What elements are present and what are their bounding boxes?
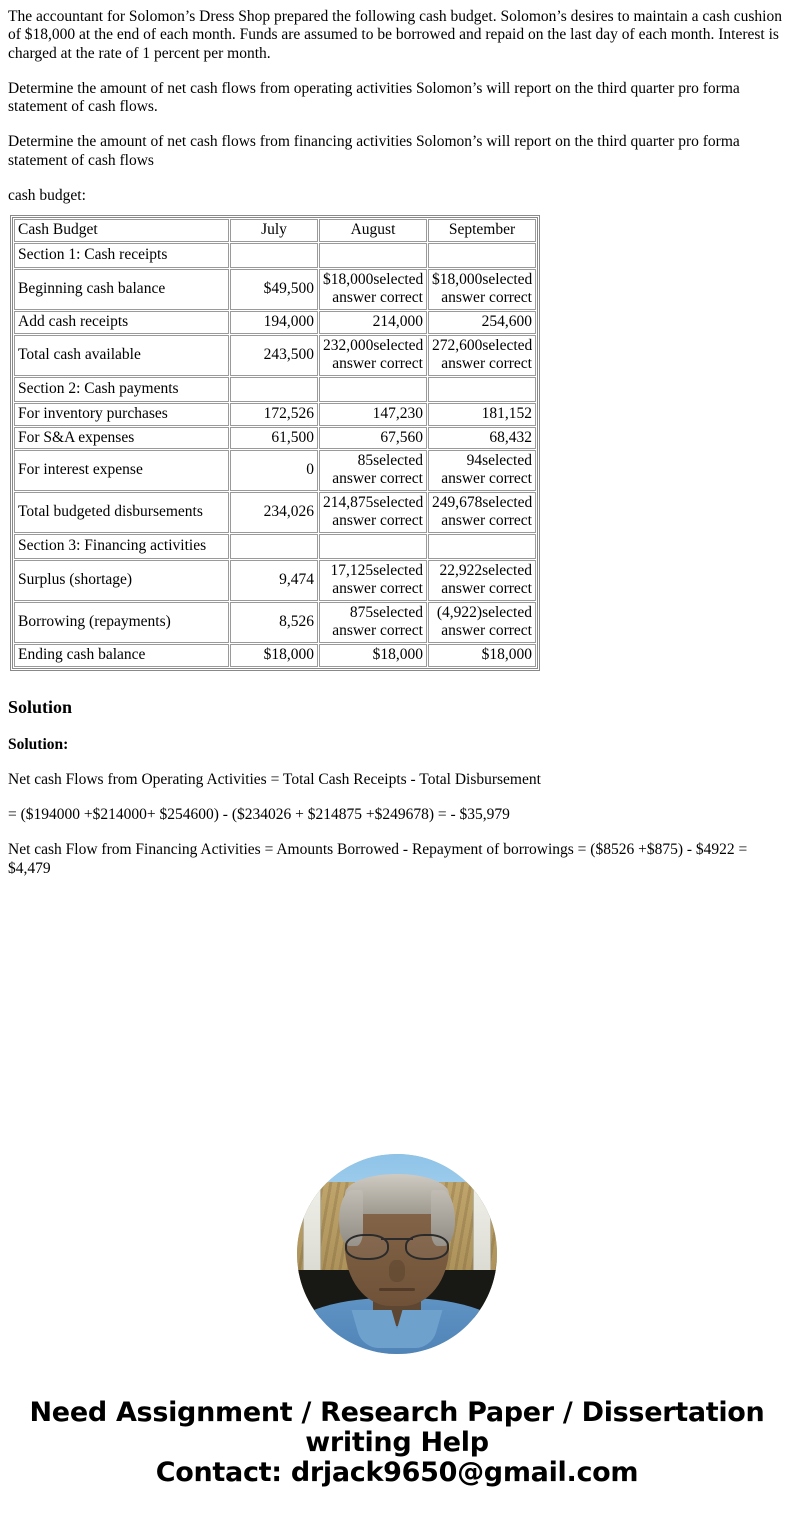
table-row [14,377,536,402]
avatar-zone [8,1154,786,1354]
cell-august: 214,875selected answer correct [319,492,427,533]
cell-july [230,377,318,402]
cell-august: 214,000 [319,311,427,334]
cell-september: 254,600 [428,311,536,334]
cell-july: 172,526 [230,403,318,426]
row-label-surplus-shortage: Surplus (shortage) [14,560,229,601]
cell-september [428,534,536,559]
cell-july: 234,026 [230,492,318,533]
cell-september: 68,432 [428,427,536,450]
table-row [14,534,536,559]
question-paragraph-operating: Determine the amount of net cash flows from operating activities Solomon’s will report on the third quarter pro forma statement of cash flows. [8,79,740,116]
promo-line-1: Need Assignment / Research Paper / Dissertation [29,1396,765,1428]
cell-august: 875selected answer correct [319,602,427,643]
promo-line-2: writing Help [305,1427,489,1459]
row-label-total-cash-available: Total cash available [14,335,229,376]
row-label-section-3: Section 3: Financing activities [14,534,229,559]
promo-footer [8,1398,786,1513]
avatar-glasses-bridge [381,1238,413,1241]
solution-heading: Solution [8,696,73,717]
row-label-ending-cash-balance: Ending cash balance [14,644,229,667]
cell-september: (4,922)selected answer correct [428,602,536,643]
row-label-for-sa-expenses: For S&A expenses [14,427,229,450]
cell-august [319,243,427,268]
row-label-for-inventory-purchases: For inventory purchases [14,403,229,426]
table-header-row [14,219,536,242]
avatar-mouth [379,1288,415,1291]
cell-july [230,534,318,559]
table-row [14,269,536,310]
cell-august [319,377,427,402]
cell-august: $18,000selected answer correct [319,269,427,310]
row-label-add-cash-receipts: Add cash receipts [14,311,229,334]
cell-july [230,243,318,268]
promo-line-3: Contact: drjack9650@gmail.com [155,1457,639,1489]
solution-subheading: Solution: [8,735,69,753]
row-label-section-1: Section 1: Cash receipts [14,243,229,268]
table-row [14,403,536,426]
avatar-nose [389,1260,405,1282]
cell-july: $18,000 [230,644,318,667]
table-row [14,243,536,268]
cell-september: $18,000 [428,644,536,667]
cash-budget-caption: cash budget: [8,186,86,204]
table-row [14,450,536,491]
solution-section [8,697,786,878]
table-row [14,311,536,334]
table-row [14,335,536,376]
cash-budget-table [10,215,540,671]
cell-july: 8,526 [230,602,318,643]
cell-september: $18,000selected answer correct [428,269,536,310]
row-label-section-2: Section 2: Cash payments [14,377,229,402]
cell-august: 232,000selected answer correct [319,335,427,376]
table-row [14,560,536,601]
cell-august: 85selected answer correct [319,450,427,491]
table-row [14,644,536,667]
solution-line-operating-calc: = ($194000 +$214000+ $254600) - ($234026 + $214875 +$249678) = - $35,979 [8,806,510,824]
cell-september: 249,678selected answer correct [428,492,536,533]
table-row [14,492,536,533]
question-paragraph-financing: Determine the amount of net cash flows from financing activities Solomon’s will report on the third quarter pro forma statement of cash flows [8,133,740,169]
cell-august: 147,230 [319,403,427,426]
cell-august: $18,000 [319,644,427,667]
row-label-total-budgeted-disbursements: Total budgeted disbursements [14,492,229,533]
cell-august: 17,125selected answer correct [319,560,427,601]
column-header-august: August [319,219,427,242]
cell-september: 94selected answer correct [428,450,536,491]
cell-july: 0 [230,450,318,491]
cell-september: 181,152 [428,403,536,426]
solution-line-operating-formula: Net cash Flows from Operating Activities = Total Cash Receipts - Total Disbursement [8,770,541,788]
row-label-beginning-cash-balance: Beginning cash balance [14,269,229,310]
solution-line-financing-calc: Net cash Flow from Financing Activities = Amounts Borrowed - Repayment of borrowings = ($8526 +$875) - $4922 = $4,479 [8,841,748,877]
cell-august: 67,560 [319,427,427,450]
cell-july: 61,500 [230,427,318,450]
cell-july: 243,500 [230,335,318,376]
column-header-cash-budget: Cash Budget [14,219,229,242]
cash-budget-table-wrapper [10,215,533,671]
cell-september [428,243,536,268]
intro-paragraph-1: The accountant for Solomon’s Dress Shop prepared the following cash budget. Solomon’s desires to maintain a cash cushion of $18,000 at the end of each month. Funds are assumed to be borrowed and repaid on the last day of each month. Interest is charged at the rate of 1 percent per month. [8,8,782,62]
row-label-borrowing-repayments: Borrowing (repayments) [14,602,229,643]
cell-september: 272,600selected answer correct [428,335,536,376]
cell-july: $49,500 [230,269,318,310]
cell-september [428,377,536,402]
cell-august [319,534,427,559]
cell-july: 194,000 [230,311,318,334]
column-header-july: July [230,219,318,242]
cell-september: 22,922selected answer correct [428,560,536,601]
table-row [14,427,536,450]
table-row [14,602,536,643]
intro-prose [8,8,786,205]
row-label-for-interest-expense: For interest expense [14,450,229,491]
column-header-september: September [428,219,536,242]
avatar [297,1154,497,1354]
cell-july: 9,474 [230,560,318,601]
